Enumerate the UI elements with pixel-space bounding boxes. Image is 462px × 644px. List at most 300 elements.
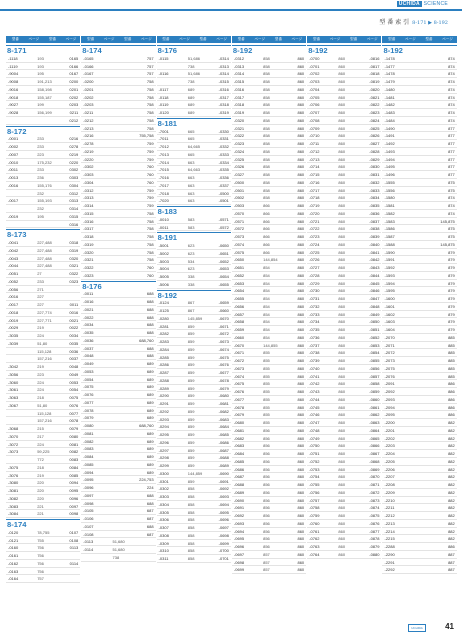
part-number <box>6 205 37 212</box>
page-ref <box>113 264 135 271</box>
part-number <box>6 355 37 362</box>
index-row <box>157 540 231 548</box>
next-ref: 0022 <box>69 325 79 331</box>
index-row <box>81 523 155 531</box>
part-number: -9008 <box>8 79 19 85</box>
next-ref: -0314 <box>218 55 229 61</box>
page-ref <box>113 233 135 240</box>
index-row <box>232 78 306 86</box>
next-ref: 860 <box>297 218 305 224</box>
index-row <box>6 324 80 332</box>
index-row <box>81 78 155 86</box>
index-row <box>6 464 80 472</box>
next-ref: -0817 <box>369 63 380 69</box>
part-number: -0321 <box>83 257 94 263</box>
index-row <box>382 442 456 450</box>
page-ref: 689 <box>187 86 195 92</box>
index-row <box>157 431 231 439</box>
next-ref: -0337 <box>218 182 229 188</box>
part-number: -0080 <box>83 423 94 429</box>
index-row <box>6 560 80 568</box>
index-row <box>382 210 456 218</box>
index-row <box>81 140 155 148</box>
page-ref: 51,680 <box>112 539 125 545</box>
next-ref: 860 <box>297 148 305 154</box>
index-row <box>382 194 456 202</box>
page-ref <box>113 352 135 359</box>
index-row <box>307 342 381 350</box>
index-row <box>157 166 231 174</box>
part-number: -0743 <box>309 389 320 395</box>
page-ref: 756 <box>37 568 44 574</box>
part-number: -1482 <box>384 102 395 108</box>
part-number: -0001 <box>8 136 19 142</box>
part-number: -0757 <box>309 497 320 503</box>
part-number: -2091 <box>384 381 395 387</box>
index-row <box>81 337 155 345</box>
index-row <box>81 360 155 368</box>
page-ref: 855 <box>263 389 270 395</box>
part-number: -3070 <box>8 433 19 439</box>
part-number: -2094 <box>384 404 395 410</box>
next-ref: -0826 <box>369 133 380 139</box>
page-ref <box>113 55 135 62</box>
page-ref <box>414 63 436 70</box>
next-ref: 879 <box>448 311 455 317</box>
index-column <box>232 36 306 583</box>
part-number: -0311 <box>158 556 169 562</box>
part-number: -0052 <box>8 278 19 284</box>
next-ref: -0688 <box>218 455 229 461</box>
index-row <box>81 218 155 226</box>
part-number: -1480 <box>384 86 395 92</box>
next-ref: 882 <box>448 443 455 449</box>
part-number: -0084 <box>83 454 94 460</box>
next-ref: 860 <box>297 350 305 356</box>
part-number: -0738 <box>309 350 320 356</box>
next-ref: 860 <box>297 451 305 457</box>
index-row <box>382 86 456 94</box>
part-number: -0654 <box>233 288 245 294</box>
part-number: -0325 <box>233 156 245 162</box>
next-ref: 688 <box>146 306 154 312</box>
page-ref: 867 <box>187 308 195 314</box>
part-number: -0017 <box>8 198 19 204</box>
next-ref: -0654 <box>218 274 229 280</box>
index-row <box>307 140 381 148</box>
page-ref: 59,225 <box>37 449 50 455</box>
page-ref <box>414 535 436 542</box>
index-row <box>232 442 306 450</box>
next-ref: 760 <box>146 265 154 271</box>
next-ref: -0655 <box>218 281 229 287</box>
page-ref: 860 <box>338 389 346 395</box>
part-number: -5006 <box>158 281 169 287</box>
next-ref: -0857 <box>369 373 380 379</box>
index-row <box>307 435 381 443</box>
next-ref: 860 <box>297 234 305 240</box>
page-ref: 145,859 <box>187 315 203 321</box>
next-ref: 0212 <box>69 117 79 123</box>
page-ref <box>414 86 436 93</box>
index-row <box>382 202 456 210</box>
page-ref <box>414 520 436 527</box>
index-row <box>307 202 381 210</box>
page-ref <box>113 306 135 313</box>
index-row <box>232 241 306 249</box>
page-ref: 866 <box>263 249 270 255</box>
next-ref: 0219 <box>69 151 79 157</box>
page-ref <box>414 504 436 511</box>
next-ref: 885 <box>448 342 455 348</box>
next-ref: -0879 <box>369 544 380 550</box>
page-ref: 860 <box>338 311 346 317</box>
part-number: -0289 <box>158 385 169 391</box>
part-number: -0307 <box>158 525 169 531</box>
index-row <box>307 442 381 450</box>
part-number: -0117 <box>158 86 169 92</box>
page-ref: 860 <box>338 226 346 232</box>
next-ref: 874 <box>448 195 455 201</box>
next-ref: 0113 <box>69 545 79 551</box>
next-ref: 860 <box>297 427 305 433</box>
part-number: -1594 <box>384 280 395 286</box>
next-ref: -0316 <box>218 86 229 92</box>
index-row <box>157 315 231 323</box>
next-ref: 860 <box>297 265 305 271</box>
part-number: -0744 <box>309 396 320 402</box>
part-number: -0010 <box>8 159 19 165</box>
next-ref: 882 <box>448 420 455 426</box>
part-number: -0312 <box>83 187 94 193</box>
page-ref: 860 <box>338 497 346 503</box>
column-header-label: ページ <box>65 37 77 41</box>
column-header-label: 型番 <box>388 37 396 41</box>
page-ref <box>414 202 436 209</box>
part-number: -0760 <box>309 520 320 526</box>
next-ref: 689 <box>146 454 154 460</box>
index-row <box>382 63 456 71</box>
page-ref: 856 <box>263 482 270 488</box>
part-number: -3061 <box>8 387 19 393</box>
index-row <box>232 233 306 241</box>
page-ref <box>414 458 436 465</box>
next-ref: 0107 <box>69 529 79 535</box>
part-number: -0286 <box>158 362 169 368</box>
next-ref: 877 <box>448 164 455 170</box>
part-number: -0317 <box>233 94 245 100</box>
next-ref: 874 <box>448 55 455 61</box>
index-row <box>6 286 80 294</box>
next-ref: 688 <box>146 299 154 305</box>
page-ref: 854 <box>263 319 270 325</box>
index-row <box>232 156 306 164</box>
page-ref <box>414 512 436 519</box>
next-ref: -0571 <box>218 216 229 222</box>
page-ref: 219 <box>37 472 44 478</box>
index-row <box>81 422 155 430</box>
next-ref: 874 <box>448 102 455 108</box>
page-ref: 219 <box>37 364 44 370</box>
part-number: -0319 <box>233 110 245 116</box>
part-number: -0211 <box>83 110 94 116</box>
index-row <box>81 148 155 156</box>
page-ref: 856 <box>263 489 270 495</box>
part-number: -0106 <box>83 516 94 522</box>
index-row <box>232 132 306 140</box>
part-number: -0164 <box>8 576 19 582</box>
page-ref: 860 <box>338 296 346 302</box>
index-row <box>382 256 456 264</box>
page-ref: 867 <box>187 300 195 306</box>
next-ref: 860 <box>297 187 305 193</box>
index-row <box>307 419 381 427</box>
part-number: -3076 <box>8 472 19 478</box>
index-row <box>307 287 381 295</box>
next-ref: 874 <box>448 94 455 100</box>
next-ref: 760 <box>146 272 154 278</box>
brand-name: UCHIDA <box>398 1 420 7</box>
next-ref: 860 <box>297 249 305 255</box>
next-ref: 0084 <box>69 464 79 470</box>
part-number: -1556 <box>384 187 395 193</box>
page-ref: 858 <box>263 79 270 85</box>
page-ref: 220 <box>37 495 44 501</box>
part-number: -0692 <box>233 513 245 519</box>
next-ref: -0844 <box>369 272 380 278</box>
part-number: -2215 <box>384 536 395 542</box>
next-ref: -0696 <box>218 517 229 523</box>
next-ref: 0035 <box>69 340 79 346</box>
next-ref: 860 <box>297 443 305 449</box>
next-ref: -0818 <box>369 71 380 77</box>
page-ref: 866 <box>263 210 270 216</box>
page-ref: 271 <box>37 286 44 292</box>
index-row <box>81 453 155 461</box>
next-ref: 882 <box>448 451 455 457</box>
next-ref: -0847 <box>369 296 380 302</box>
page-ref: 665 <box>187 128 195 134</box>
index-row <box>6 94 80 102</box>
index-row <box>382 458 456 466</box>
page-ref <box>113 94 135 101</box>
page-ref: 191,213 <box>37 79 52 85</box>
next-ref: 0098 <box>69 511 79 517</box>
page-ref: 858 <box>263 102 270 108</box>
next-ref: 860 <box>297 203 305 209</box>
index-row <box>232 210 306 218</box>
index-row <box>307 318 381 326</box>
next-ref: -0827 <box>369 141 380 147</box>
part-number: -0318 <box>233 102 245 108</box>
index-row <box>81 407 155 415</box>
next-ref: -0313 <box>218 63 229 69</box>
index-row <box>157 265 231 273</box>
index-row <box>232 396 306 404</box>
part-number: -0212 <box>83 117 94 123</box>
index-row <box>232 94 306 102</box>
part-number: -1478 <box>384 55 395 61</box>
page-ref: 858 <box>263 63 270 69</box>
next-ref: 882 <box>448 520 455 526</box>
page-ref: 157,216 <box>37 418 52 424</box>
next-ref: -0683 <box>218 416 229 422</box>
footer <box>0 620 462 644</box>
part-number: -0216 <box>83 133 94 139</box>
page-ref <box>414 295 436 302</box>
page-ref <box>113 337 135 344</box>
next-ref: 875 <box>448 187 455 193</box>
page-ref: 857 <box>263 559 270 565</box>
part-number: -2201 <box>384 427 395 433</box>
index-row <box>232 388 306 396</box>
part-number: -3060 <box>8 379 19 385</box>
index-row <box>157 250 231 258</box>
page-ref: 338 <box>187 281 195 287</box>
brand-sub: SCIENCE <box>423 1 448 7</box>
index-row <box>232 334 306 342</box>
page-ref: 858 <box>187 540 195 546</box>
index-row <box>6 544 80 552</box>
part-number: -0747 <box>309 420 320 426</box>
page-ref: 232 <box>37 190 44 196</box>
page-ref: 859 <box>187 455 195 461</box>
next-ref: -0699 <box>218 540 229 546</box>
page-ref <box>414 225 436 232</box>
next-ref: 689 <box>146 461 154 467</box>
index-row <box>6 371 80 379</box>
part-number: -2288 <box>384 544 395 550</box>
next-ref: 758 <box>146 79 154 85</box>
part-number: -0752 <box>309 458 320 464</box>
column-header <box>382 36 456 43</box>
next-ref: 860 <box>297 567 305 573</box>
section-heading: 8-191 <box>157 232 231 242</box>
next-ref: 886 <box>448 389 455 395</box>
index-row <box>307 295 381 303</box>
page-ref <box>113 78 135 85</box>
index-row <box>81 314 155 322</box>
page-ref: 866 <box>263 218 270 224</box>
page-ref <box>113 461 135 468</box>
page-ref: 583 <box>187 224 195 230</box>
part-number: -3072 <box>8 441 19 447</box>
index-row <box>307 349 381 357</box>
index-row <box>232 318 306 326</box>
index-row <box>307 504 381 512</box>
next-ref: -0694 <box>218 501 229 507</box>
page-ref: 855 <box>263 358 270 364</box>
index-row <box>6 379 80 387</box>
part-number: -0016 <box>8 182 19 188</box>
page-ref <box>414 280 436 287</box>
next-ref <box>135 538 156 545</box>
page-ref <box>414 163 436 170</box>
page-ref: 623 <box>187 250 195 256</box>
part-number: -1590 <box>384 249 395 255</box>
page-ref: 227 <box>37 294 44 300</box>
index-row <box>382 163 456 171</box>
index-row <box>6 348 80 356</box>
page-ref: 856 <box>263 435 270 441</box>
page-ref: 51,80 <box>37 402 48 408</box>
part-number: -0729 <box>309 280 320 286</box>
index-row <box>157 70 231 78</box>
part-number: -7016 <box>158 175 169 181</box>
next-ref: -0866 <box>369 443 380 449</box>
part-number: -0306 <box>158 517 169 523</box>
index-row <box>307 101 381 109</box>
index-row <box>307 187 381 195</box>
next-ref: 0220 <box>69 159 79 165</box>
next-ref: -0695 <box>218 509 229 515</box>
page-ref: 856 <box>263 497 270 503</box>
next-ref: 0165 <box>69 55 79 61</box>
page-ref: 858 <box>263 117 270 123</box>
page-ref <box>113 500 135 507</box>
page-ref: 224 <box>37 441 44 447</box>
next-ref: 886 <box>448 404 455 410</box>
page-ref <box>113 469 135 476</box>
part-number: -0278 <box>83 141 94 147</box>
next-ref: 688 <box>146 523 154 529</box>
index-row <box>81 531 155 539</box>
part-number: -0313 <box>83 195 94 201</box>
next-ref: 689 <box>146 430 154 436</box>
next-ref <box>59 568 80 575</box>
page-ref: 855 <box>263 412 270 418</box>
part-number: -0570 <box>233 210 245 216</box>
next-ref: 860 <box>297 288 305 294</box>
part-number: -0114 <box>83 547 94 553</box>
next-ref: -0839 <box>369 234 380 240</box>
page-ref <box>414 411 436 418</box>
next-ref: -0674 <box>218 346 229 352</box>
next-ref: 688,760 <box>139 423 154 429</box>
page-ref: 233 <box>37 278 44 284</box>
part-number: -0660 <box>233 334 245 340</box>
part-number: -1595 <box>384 288 395 294</box>
index-row <box>157 338 231 346</box>
index-row <box>157 524 231 532</box>
next-ref: 688 <box>146 314 154 320</box>
part-number <box>157 63 188 70</box>
index-row <box>307 458 381 466</box>
next-ref: 0216 <box>69 136 79 142</box>
part-number: -0697 <box>233 551 245 557</box>
part-number <box>6 221 37 228</box>
next-ref: -0823 <box>369 110 380 116</box>
page-ref: 144,859 <box>187 470 203 476</box>
page-ref <box>113 476 135 483</box>
part-number: -0113 <box>83 539 94 545</box>
index-column <box>6 36 80 583</box>
page-ref: 215 <box>37 426 44 432</box>
page-ref: 195 <box>37 71 44 77</box>
next-ref: 879 <box>448 327 455 333</box>
part-number: -1555 <box>384 179 395 185</box>
next-ref: -0837 <box>369 218 380 224</box>
next-ref: 0048 <box>69 364 79 370</box>
part-number: -1494 <box>384 156 395 162</box>
part-number: -0731 <box>309 296 320 302</box>
part-number: -0320 <box>83 249 94 255</box>
index-row <box>157 354 231 362</box>
index-row <box>382 156 456 164</box>
next-ref: 0114 <box>69 560 79 566</box>
page-ref: 859 <box>187 346 195 352</box>
next-ref <box>59 293 80 300</box>
